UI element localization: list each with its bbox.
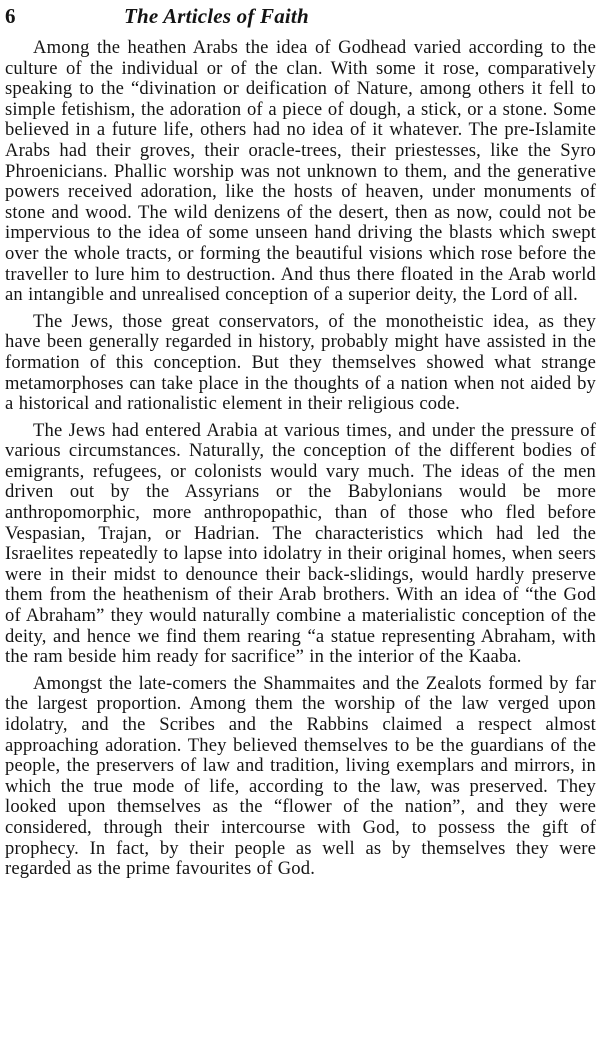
- page-number: 6: [5, 4, 16, 28]
- running-title: The Articles of Faith: [124, 4, 309, 28]
- paragraph-shammaites-zealots: Amongst the late-comers the Shammaites and the Zealots formed by far the largest proportion. Among them the worship of the law verged upon idolatry, and the Scribes and the Rabbins claimed a respect almost approaching adoration. They believed themselves to be the guardians of the people, the preservers of law and tradition, living exemplars and mirrors, in which the true mode of life, according to the law, was preserved. They looked upon themselves as the “flower of the nation”, and they were considered, through their intercourse with God, to possess the gift of prophecy. In fact, by their people as well as by themselves they were regarded as the prime favourites of God.: [5, 672, 596, 880]
- body-text: [5, 38, 596, 880]
- running-head: [5, 4, 596, 30]
- paragraph-jews-arabia: The Jews had entered Arabia at various times, and under the pressure of various circumstances. Naturally, the conception of the different bodies of emigrants, refugees, or colonists would vary much. The ideas of the men driven out by the Assyrians or the Babylonians would be more anthropomorphic, more anthropopathic, than of those who fled before Vespasian, Trajan, or Hadrian. The characteristics which had led the Israelites repeatedly to lapse into idolatry in their original homes, when seers were in their midst to denounce their back-slidings, would hardly preserve them from the heathenism of their Arab brothers. With an idea of “the God of Abraham” they would naturally combine a materialistic conception of the deity, and hence we find them rearing “a statue representing Abraham, with the ram beside him ready for sacrifice” in the interior of the Kaaba.: [5, 419, 596, 668]
- paragraph-jews-conservators: The Jews, those great conservators, of the monotheistic idea, as they have been generally regarded in history, probably might have assisted in the formation of this conception. But they themselves showed what strange metamorphoses can take place in the thoughts of a nation when not aided by a historical and rationalistic element in their religious code.: [5, 310, 596, 415]
- paragraph-heathen-arabs: Among the heathen Arabs the idea of Godhead varied according to the culture of the individual or of the clan. With some it rose, comparatively speaking to the “divination or deification of Nature, among others it fell to simple fetishism, the adoration of a piece of dough, a stick, or a stone. Some believed in a future life, others had no idea of it whatever. The pre-Islamite Arabs had their groves, their oracle-trees, their priestesses, like the Syro Phroenicians. Phallic worship was not unknown to them, and the generative powers received adoration, like the hosts of heaven, under monuments of stone and wood. The wild denizens of the desert, then as now, could not be impervious to the idea of some unseen hand driving the blasts which swept over the whole tracts, or forming the beautiful visions which rose before the traveller to lure him to destruction. And thus there floated in the Arab world an intangible and unrealised conception of a superior deity, the Lord of all.: [5, 37, 596, 306]
